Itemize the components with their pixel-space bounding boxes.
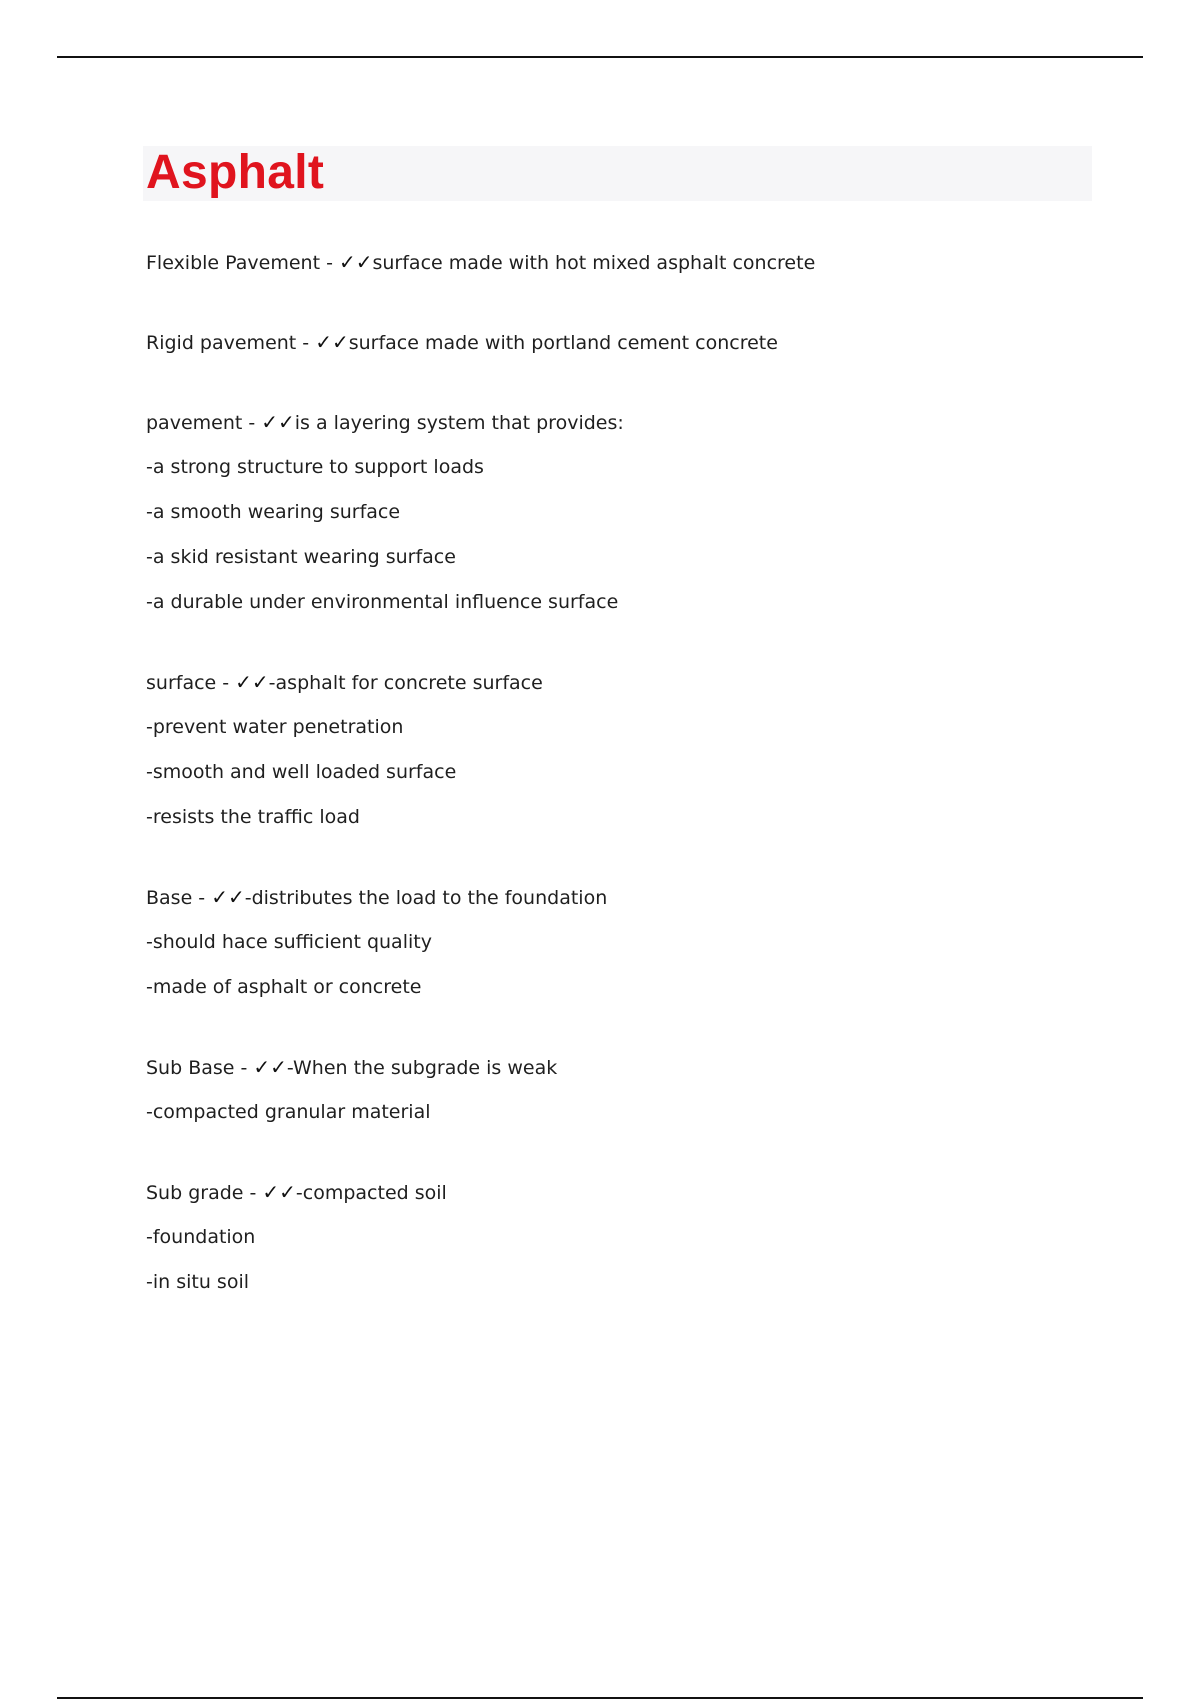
header-rule [57,56,1143,58]
flashcard-entry [146,881,1086,1003]
entry-term: Flexible Pavement - [146,252,339,274]
entry-detail-line: -should hace sufficient quality [146,931,432,953]
double-check-icon: ✓✓ [235,670,269,694]
entry-term: pavement - [146,412,262,434]
entry-detail-line: -smooth and well loaded surface [146,761,457,783]
entry-term: Sub grade - [146,1182,263,1204]
entry-first-line [146,1051,1086,1096]
entry-definition: -When the subgrade is weak [286,1057,558,1079]
entry-definition: is a layering system that provides: [294,412,624,434]
entry-detail-line: -compacted granular material [146,1101,431,1123]
flashcard-entry [146,1176,1086,1298]
entry-definition: surface made with portland cement concrete [348,332,778,354]
entry-first-line [146,246,1086,278]
entry-detail-line: -made of asphalt or concrete [146,976,422,998]
entry-detail-line: -a strong structure to support loads [146,456,484,478]
flashcard-entry [146,666,1086,833]
double-check-icon: ✓✓ [211,885,245,909]
entry-first-line [146,666,1086,711]
entry-detail-line: -a skid resistant wearing surface [146,546,456,568]
page-title: Asphalt [146,146,325,199]
entry-detail-line: -resists the traffic load [146,806,360,828]
flashcard-entry [146,246,1086,278]
entry-term: surface - [146,672,236,694]
entry-first-line [146,326,1086,358]
flashcard-list [146,246,1086,1298]
entry-definition: -compacted soil [295,1182,447,1204]
footer-rule [57,1697,1143,1699]
flashcard-entry [146,1051,1086,1128]
double-check-icon: ✓✓ [315,330,349,354]
entry-first-line [146,406,1086,451]
entry-detail-line: -a smooth wearing surface [146,501,401,523]
double-check-icon: ✓✓ [261,410,295,434]
entry-detail-line: -in situ soil [146,1271,250,1293]
double-check-icon: ✓✓ [253,1055,287,1079]
entry-definition: -asphalt for concrete surface [268,672,543,694]
entry-term: Sub Base - [146,1057,254,1079]
flashcard-entry [146,326,1086,358]
entry-detail-line: -foundation [146,1226,256,1248]
entry-term: Base - [146,887,212,909]
double-check-icon: ✓✓ [262,1180,296,1204]
flashcard-entry [146,406,1086,618]
entry-term: Rigid pavement - [146,332,316,354]
entry-detail-line: -a durable under environmental influence surface [146,591,619,613]
entry-detail-line: -prevent water penetration [146,716,404,738]
entry-definition: -distributes the load to the foundation [244,887,608,909]
entry-first-line [146,881,1086,926]
entry-first-line [146,1176,1086,1221]
double-check-icon: ✓✓ [338,250,373,274]
entry-definition: surface made with hot mixed asphalt concrete [372,252,816,274]
